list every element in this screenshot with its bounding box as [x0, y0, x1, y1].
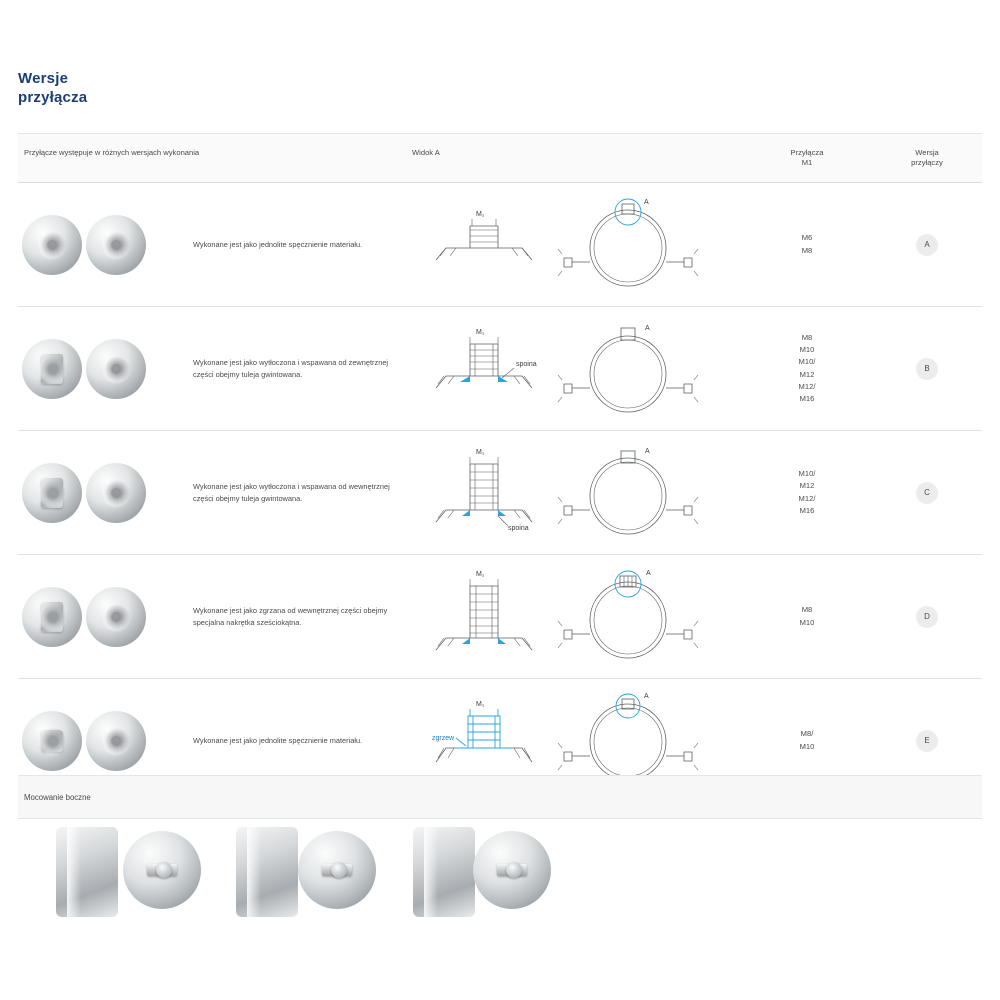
dim-m1-label: M₁	[476, 570, 485, 578]
versions-table	[18, 133, 982, 803]
weld-label: spoina	[516, 360, 537, 368]
m1-value: M10/	[798, 468, 816, 478]
page-title-line1: Wersje	[18, 70, 69, 87]
row-drawing	[412, 438, 742, 548]
header-m1	[742, 134, 872, 169]
row-photos	[18, 215, 193, 275]
row-photos	[18, 711, 193, 771]
row-version	[872, 730, 982, 752]
product-photo	[22, 711, 82, 771]
photo-gallery	[18, 823, 982, 943]
drawing-a	[412, 190, 732, 300]
header-m1-line1: Przyłącza	[790, 148, 824, 157]
page-title-line2: przyłącza	[18, 88, 88, 106]
page-title	[18, 70, 87, 108]
callout-a-label: A	[645, 447, 650, 455]
m1-value: M10	[799, 617, 815, 627]
row-version	[872, 482, 982, 504]
m1-value: M12/	[798, 381, 816, 391]
row-photos	[18, 339, 193, 399]
header-version-line2: przyłączy	[911, 158, 943, 168]
m1-value: M12	[799, 481, 815, 491]
m1-value: M8	[801, 332, 813, 342]
product-photo	[86, 463, 146, 523]
row-description: Wykonane jest jako jednolite spęcznienie materiału.	[193, 735, 363, 745]
row-drawing	[412, 314, 742, 424]
row-m1	[742, 468, 872, 517]
m1-value: M8/	[800, 729, 814, 739]
table-header-row	[18, 133, 982, 183]
product-photo	[86, 587, 146, 647]
m1-value: M10	[799, 344, 815, 354]
row-drawing	[412, 562, 742, 672]
header-version	[872, 134, 982, 169]
row-photos	[18, 587, 193, 647]
gallery-photo	[473, 831, 551, 909]
m1-value: M16	[799, 505, 815, 515]
row-description: Wykonane jest jako wytłoczona i wspawana od wewnętrznej części obejmy tuleja gwintowana.	[193, 482, 390, 503]
version-badge: A	[916, 234, 938, 256]
gallery-photo	[123, 831, 201, 909]
drawing-b	[412, 314, 732, 424]
version-badge: B	[916, 358, 938, 380]
row-photos	[18, 463, 193, 523]
m1-value: M12/	[798, 493, 816, 503]
m1-value: M8	[801, 605, 813, 615]
product-photo	[86, 215, 146, 275]
header-m1-line2: M1	[801, 158, 813, 168]
m1-value: M16	[799, 394, 815, 404]
m1-value: M12	[799, 369, 815, 379]
callout-a-label: A	[646, 569, 651, 577]
gallery-photo	[413, 827, 475, 917]
row-version	[872, 358, 982, 380]
row-m1	[742, 728, 872, 753]
row-m1	[742, 332, 872, 406]
weld-label: zgrzew	[432, 734, 455, 742]
row-version	[872, 234, 982, 256]
row-m1	[742, 604, 872, 629]
callout-a-label: A	[644, 198, 649, 206]
drawing-c	[412, 438, 732, 548]
product-photo	[86, 711, 146, 771]
m1-value: M10/	[798, 357, 816, 367]
section-label: Mocowanie boczne	[24, 792, 91, 802]
section-header-mocowanie-boczne	[18, 775, 982, 819]
table-row	[18, 307, 982, 431]
table-row	[18, 183, 982, 307]
product-photo	[22, 339, 82, 399]
dim-m1-label: M₁	[476, 448, 485, 456]
product-photo	[22, 215, 82, 275]
gallery-photo	[298, 831, 376, 909]
row-description: Wykonane jest jako wytłoczona i wspawana od zewnętrznej części obejmy tuleja gwintowana.	[193, 358, 389, 379]
m1-value: M10	[799, 741, 815, 751]
dim-m1-label: M₁	[476, 700, 485, 708]
version-badge: C	[916, 482, 938, 504]
row-version	[872, 606, 982, 628]
weld-label: spoina	[508, 524, 529, 532]
callout-a-label: A	[645, 324, 650, 332]
row-description: Wykonane jest jako jednolite spęcznienie materiału.	[193, 239, 363, 249]
product-photo	[22, 587, 82, 647]
product-photo	[22, 463, 82, 523]
product-photo	[86, 339, 146, 399]
table-row	[18, 555, 982, 679]
row-drawing	[412, 190, 742, 300]
gallery-photo	[236, 827, 298, 917]
row-m1	[742, 232, 872, 257]
drawing-d	[412, 562, 732, 672]
row-description: Wykonane jest jako zgrzana od wewnętrznej części obejmy specjalna nakrętka sześciokątna.	[193, 606, 388, 627]
version-badge: D	[916, 606, 938, 628]
dim-m1-label: M₁	[476, 210, 485, 218]
table-row	[18, 431, 982, 555]
header-view: Widok A	[412, 148, 440, 157]
m1-value: M6	[801, 233, 813, 243]
callout-a-label: A	[644, 692, 649, 700]
dim-m1-label: M₁	[476, 328, 485, 336]
gallery-photo	[56, 827, 118, 917]
version-badge: E	[916, 730, 938, 752]
m1-value: M8	[801, 245, 813, 255]
header-description: Przyłącze występuje w różnych wersjach wykonania	[24, 148, 200, 157]
header-version-line1: Wersja	[915, 148, 939, 157]
